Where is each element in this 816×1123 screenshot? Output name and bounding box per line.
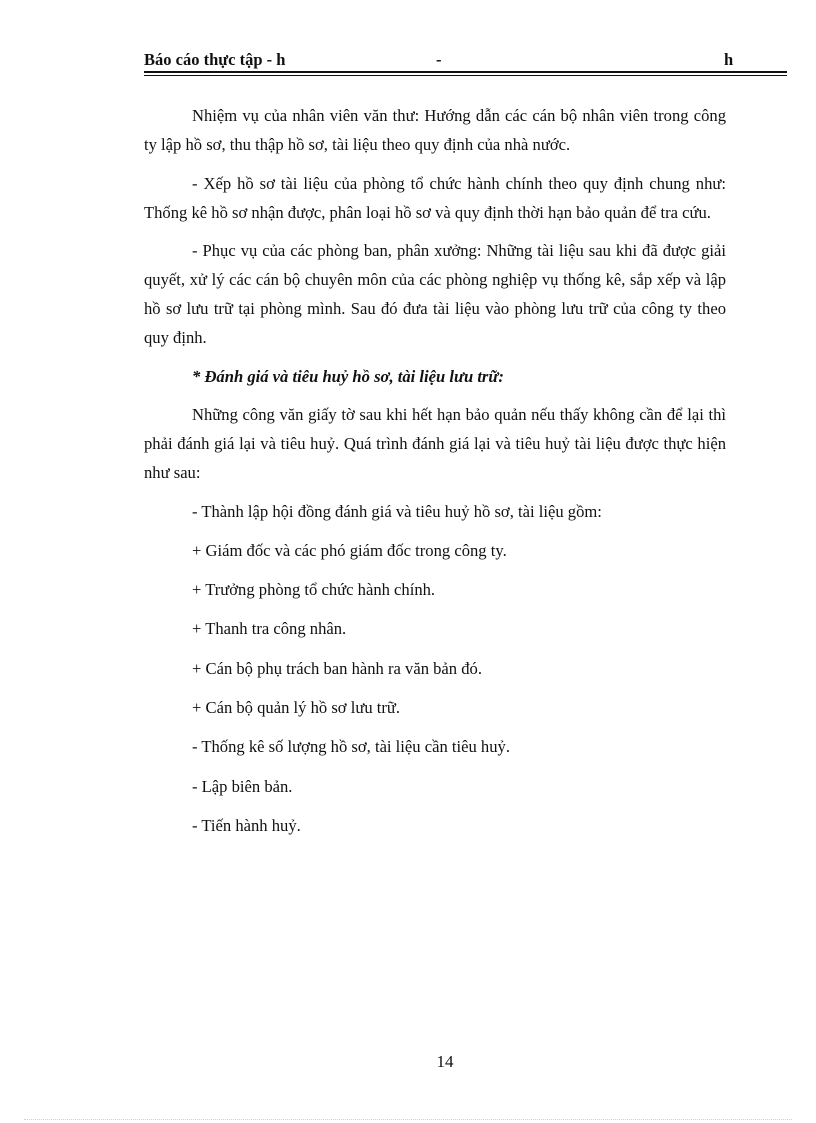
list-item: - Thống kê số lượng hồ sơ, tài liệu cần tiêu huỷ. <box>192 737 510 757</box>
page-bottom-border <box>24 1119 792 1120</box>
header-separator: - <box>436 50 442 69</box>
header-rule-thick <box>144 71 787 73</box>
paragraph-clerk-duties: Nhiệm vụ của nhân viên văn thư: Hướng dẫn các cán bộ nhân viên trong công ty lập hồ sơ, thu thập hồ sơ, tài liệu theo quy định của nhà nước. <box>144 106 726 154</box>
header-right-text: h <box>724 50 734 69</box>
paragraph-filing: - Xếp hồ sơ tài liệu của phòng tổ chức hành chính theo quy định chung như: Thống kê hồ sơ nhận được, phân loại hồ sơ và quy định thời hạn bảo quản để tra cứu. <box>144 173 726 222</box>
list-item: + Thanh tra công nhân. <box>192 619 347 639</box>
list-item: + Cán bộ quản lý hồ sơ lưu trữ. <box>192 697 401 717</box>
document-body <box>144 101 726 850</box>
header-title: Báo cáo thực tập - h <box>144 50 286 69</box>
list-item: - Thành lập hội đồng đánh giá và tiêu huỷ hồ sơ, tài liệu gồm: <box>192 501 602 521</box>
list-item: + Cán bộ phụ trách ban hành ra văn bản đó. <box>192 658 482 678</box>
list-item: - Tiến hành huỷ. <box>192 815 301 835</box>
list-item: - Lập biên bản. <box>192 776 293 796</box>
header-rule-thin <box>144 75 787 76</box>
section-subheading: * Đánh giá và tiêu huỷ hồ sơ, tài liệu lưu trữ: <box>192 366 504 386</box>
page-number: 14 <box>436 1052 454 1071</box>
list-item: + Giám đốc và các phó giám đốc trong công ty. <box>192 540 507 560</box>
list-item: + Trưởng phòng tổ chức hành chính. <box>192 580 436 600</box>
paragraph-service: - Phục vụ của các phòng ban, phân xưởng: Những tài liệu sau khi đã được giải quyết, xử lý các cán bộ chuyên môn của các phòng nghiệp vụ thống kê, sắp xếp và lập hồ sơ lưu trữ tại phòng mình. Sau đó đưa tài liệu vào phòng lưu trữ của công ty theo quy định. <box>144 241 726 347</box>
page-header <box>144 50 784 72</box>
paragraph-evaluation: Những công văn giấy tờ sau khi hết hạn bảo quản nếu thấy không cần để lại thì phải đánh giá lại và tiêu huỷ. Quá trình đánh giá lại và tiêu huỷ tài liệu được thực hiện như sau: <box>144 405 726 482</box>
